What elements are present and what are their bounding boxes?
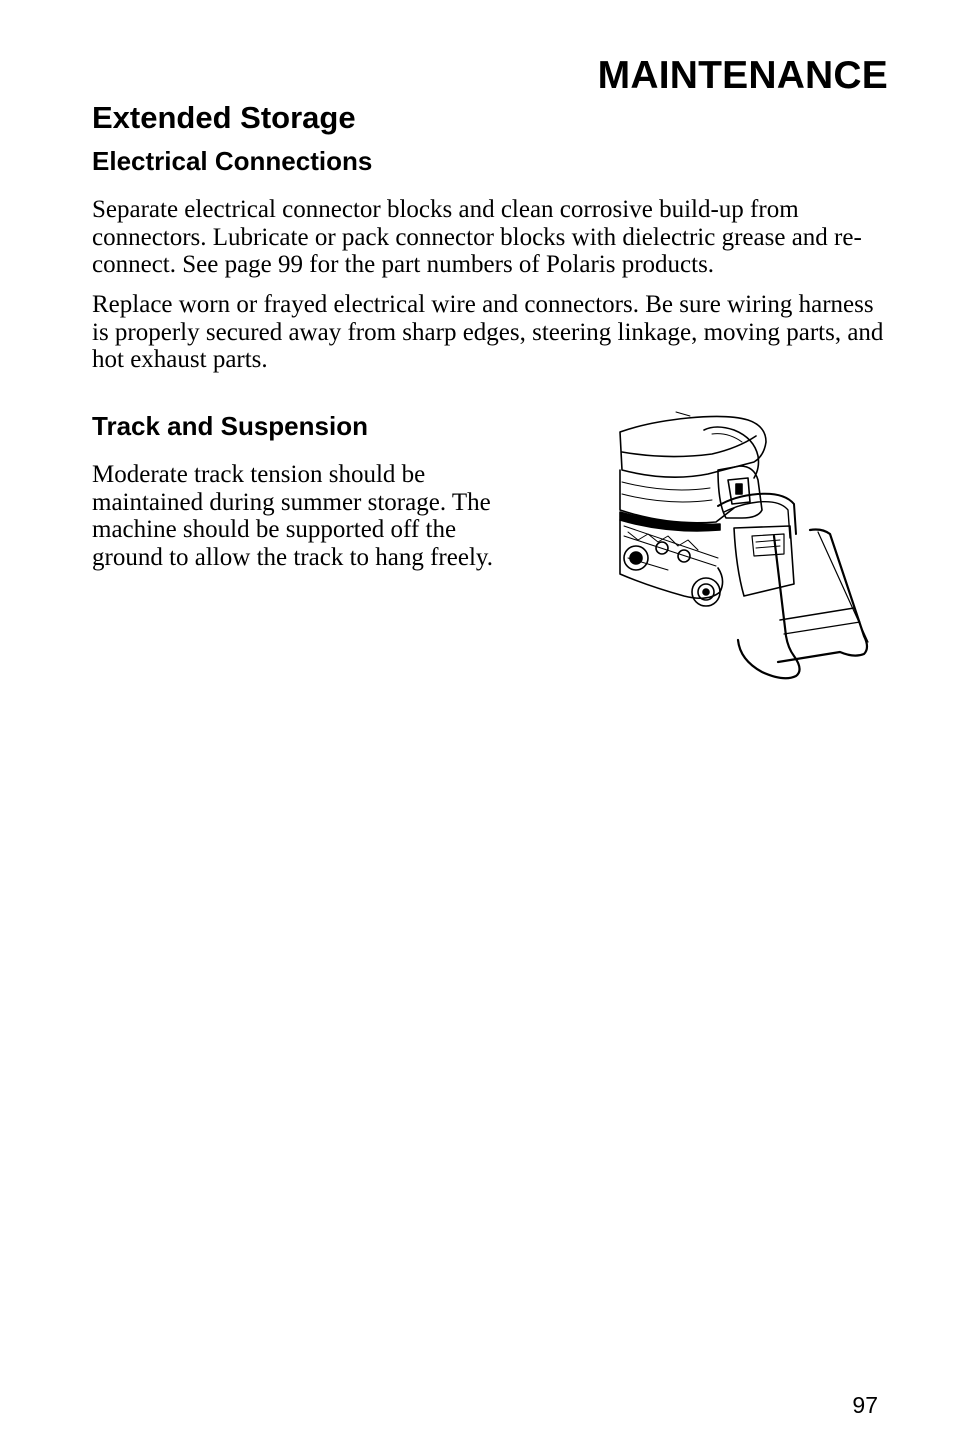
electrical-connections-heading: Electrical Connections: [92, 146, 373, 176]
page-number: 97: [852, 1392, 878, 1418]
track-paragraph: Moderate track tension should be maintained during summer storage. The machine should be supported off the ground to allow the track to hang freely.: [92, 461, 494, 571]
chapter-title: MAINTENANCE: [597, 54, 888, 97]
electrical-paragraph-2: Replace worn or frayed electrical wire and connectors. Be sure wiring harness is properly secured away from sharp edges, steering linkage, moving parts, and hot exhaust parts.: [92, 291, 884, 373]
section-title: Extended Storage: [92, 100, 356, 135]
snowmobile-on-rear-stand-icon: [608, 408, 884, 684]
track-suspension-heading: Track and Suspension: [92, 411, 368, 441]
electrical-paragraph-1: Separate electrical connector blocks and clean corrosive build-up from connectors. Lubricate or pack connector blocks with dielectric grease and re-connect. See page 99 for the part numbers of Polaris products.: [92, 196, 862, 278]
